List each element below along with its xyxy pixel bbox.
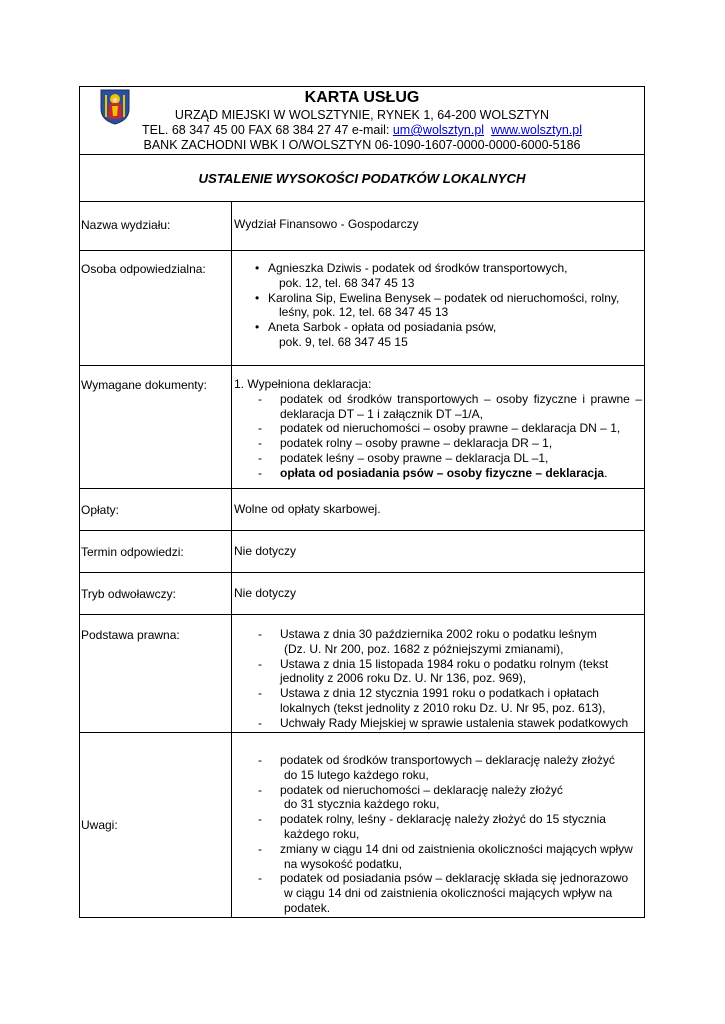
bank-account: BANK ZACHODNI WBK I O/WOLSZTYN 06-1090-1607-0000-0000-6000-5186 <box>143 138 581 152</box>
email-link[interactable]: um@wolsztyn.pl <box>392 123 485 137</box>
documents-value <box>234 377 642 481</box>
deadline-label: Termin odpowiedzi: <box>81 545 184 559</box>
list-item: - opłata od posiadania psów – osoby fizyczne – deklaracja. <box>258 465 608 480</box>
list-item: - podatek rolny, leśny - deklarację należy złożyć do 15 stycznia każdego roku, <box>258 812 606 841</box>
list-item: - podatek od posiadania psów – deklarację składa się jednorazowo w ciągu 14 dni od zaistnienia okoliczności mających wpływ na podatek. <box>258 871 629 915</box>
list-item: - podatek od nieruchomości – osoby prawne – deklaracja DN – 1, <box>258 421 621 436</box>
deadline-value: Nie dotyczy <box>234 544 297 558</box>
row-fees <box>80 489 644 531</box>
row-documents <box>80 366 644 489</box>
row-department <box>80 202 644 251</box>
row-appeal <box>80 573 644 615</box>
list-item: - podatek od środków transportowych – deklarację należy złożyć do 15 lutego każdego roku, <box>258 753 615 782</box>
list-item: • Aneta Sarbok - opłata od posiadania psów, pok. 9, tel. 68 347 45 15 <box>255 320 497 349</box>
documents-label: Wymagane dokumenty: <box>81 378 207 392</box>
contact-line <box>80 123 644 137</box>
appeal-label: Tryb odwoławczy: <box>81 587 176 601</box>
list-item: - podatek leśny – osoby prawne – deklaracja DL –1, <box>258 450 549 465</box>
list-item: - Uchwały Rady Miejskiej w sprawie ustalenia stawek podatkowych <box>258 715 629 730</box>
legal-value <box>234 627 642 731</box>
responsible-value <box>234 261 642 350</box>
list-item: - podatek od środków transportowych – osoby fizyczne i prawne – deklaracja DT – 1 i załącznik DT –1/A, <box>258 391 642 421</box>
list-item: - podatek od nieruchomości – deklarację należy złożyć do 31 stycznia każdego roku, <box>258 782 563 812</box>
service-card <box>79 86 645 918</box>
row-legal <box>80 615 644 733</box>
notes-label: Uwagi: <box>81 818 118 832</box>
office-address: URZĄD MIEJSKI W WOLSZTYNIE, RYNEK 1, 64-200 WOLSZTYN <box>174 108 550 122</box>
notes-value <box>234 753 642 916</box>
card-title: KARTA USŁUG <box>304 89 420 106</box>
list-item: - podatek rolny – osoby prawne – deklaracja DR – 1, <box>258 436 553 451</box>
list-item: • Karolina Sip, Ewelina Benysek – podatek od nieruchomości, rolny, leśny, pok. 12, tel. 68 347 45 13 <box>255 290 620 320</box>
list-item: - Ustawa z dnia 15 listopada 1984 roku o podatku rolnym (tekst jednolity z 2006 roku Dz. U. Nr 136, poz. 969), <box>258 656 609 686</box>
list-item: - Ustawa z dnia 30 października 2002 roku o podatku leśnym (Dz. U. Nr 200, poz. 1682 z późniejszymi zmianami), <box>258 627 597 656</box>
fees-label: Opłaty: <box>81 503 120 517</box>
department-label: Nazwa wydziału: <box>81 218 171 232</box>
website-link[interactable]: www.wolsztyn.pl <box>491 123 582 137</box>
row-deadline <box>80 531 644 573</box>
list-item: - zmiany w ciągu 14 dni od zaistnienia okoliczności mających wpływ na wysokość podatku, <box>258 841 633 871</box>
list-item: - Ustawa z dnia 12 stycznia 1991 roku o podatkach i opłatach lokalnych (tekst jednolity z 2010 roku Dz. U. Nr 95, poz. 613), <box>258 686 606 715</box>
card-header <box>80 87 644 155</box>
department-value: Wydział Finansowo - Gospodarczy <box>234 217 419 231</box>
service-subtitle: USTALENIE WYSOKOŚCI PODATKÓW LOKALNYCH <box>80 155 644 202</box>
row-notes <box>80 733 644 917</box>
appeal-value: Nie dotyczy <box>234 586 297 600</box>
responsible-label: Osoba odpowiedzialna: <box>81 262 206 276</box>
fees-value: Wolne od opłaty skarbowej. <box>234 502 381 516</box>
documents-intro: 1. Wypełniona deklaracja: <box>234 377 372 391</box>
row-responsible <box>80 251 644 366</box>
legal-label: Podstawa prawna: <box>81 628 180 642</box>
list-item: • Agnieszka Dziwis - podatek od środków transportowych, pok. 12, tel. 68 347 45 13 <box>255 261 568 290</box>
contact-phone-fax: TEL. 68 347 45 00 FAX 68 384 27 47 e-mail: <box>141 123 390 137</box>
